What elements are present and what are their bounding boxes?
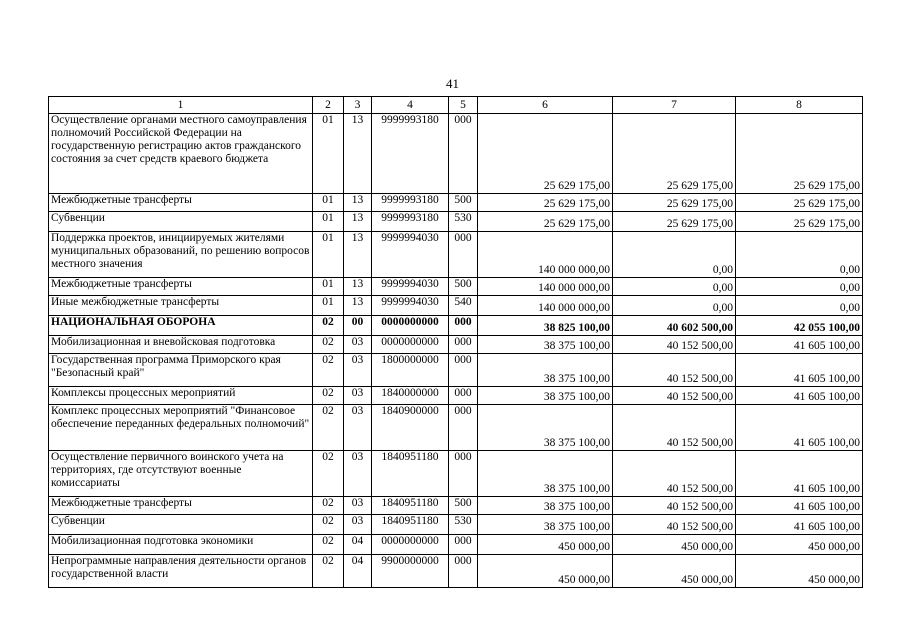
row-section: 02	[313, 354, 344, 387]
row-section: 02	[313, 555, 344, 588]
row-amount-7: 0,00	[613, 278, 736, 296]
row-expense-type: 000	[449, 555, 478, 588]
header-col-4: 4	[372, 97, 449, 114]
row-name: Государственная программа Приморского края "Безопасный край"	[49, 354, 313, 387]
row-subsection: 13	[344, 296, 372, 316]
row-amount-6: 140 000 000,00	[478, 278, 613, 296]
row-expense-type: 540	[449, 296, 478, 316]
row-section: 01	[313, 232, 344, 278]
budget-table	[48, 96, 863, 588]
row-name: Непрограммные направления деятельности органов государственной власти	[49, 555, 313, 588]
row-target-article: 1840000000	[372, 387, 449, 405]
row-amount-7: 40 152 500,00	[613, 336, 736, 354]
row-amount-6: 38 375 100,00	[478, 354, 613, 387]
row-amount-8: 42 055 100,00	[736, 316, 863, 336]
row-amount-7: 25 629 175,00	[613, 114, 736, 194]
row-target-article: 0000000000	[372, 316, 449, 336]
header-col-8: 8	[736, 97, 863, 114]
row-expense-type: 500	[449, 497, 478, 515]
row-subsection: 13	[344, 232, 372, 278]
row-amount-8: 41 605 100,00	[736, 405, 863, 451]
row-amount-8: 450 000,00	[736, 535, 863, 555]
row-expense-type: 500	[449, 194, 478, 212]
row-expense-type: 000	[449, 405, 478, 451]
row-name: Межбюджетные трансферты	[49, 497, 313, 515]
row-amount-6: 450 000,00	[478, 555, 613, 588]
row-amount-7: 40 602 500,00	[613, 316, 736, 336]
row-name: Осуществление органами местного самоуправления полномочий Российской Федерации на государственную регистрацию актов гражданского состояния за счет средств краевого бюджета	[49, 114, 313, 194]
table-row	[49, 354, 863, 387]
row-name: Комплексы процессных мероприятий	[49, 387, 313, 405]
row-name: НАЦИОНАЛЬНАЯ ОБОРОНА	[49, 316, 313, 336]
row-name: Субвенции	[49, 212, 313, 232]
row-amount-6: 38 375 100,00	[478, 405, 613, 451]
row-subsection: 03	[344, 405, 372, 451]
row-amount-7: 0,00	[613, 232, 736, 278]
row-section: 02	[313, 405, 344, 451]
row-subsection: 03	[344, 497, 372, 515]
row-amount-7: 450 000,00	[613, 535, 736, 555]
row-amount-7: 25 629 175,00	[613, 194, 736, 212]
row-amount-7: 40 152 500,00	[613, 497, 736, 515]
row-name: Субвенции	[49, 515, 313, 535]
row-target-article: 9999994030	[372, 278, 449, 296]
header-col-1: 1	[49, 97, 313, 114]
row-amount-8: 41 605 100,00	[736, 497, 863, 515]
row-section: 02	[313, 451, 344, 497]
row-expense-type: 000	[449, 387, 478, 405]
row-amount-7: 0,00	[613, 296, 736, 316]
row-amount-6: 140 000 000,00	[478, 232, 613, 278]
row-section: 01	[313, 194, 344, 212]
row-amount-6: 38 375 100,00	[478, 387, 613, 405]
header-row	[49, 97, 863, 114]
row-name: Комплекс процессных мероприятий "Финансовое обеспечение переданных федеральных полномочий"	[49, 405, 313, 451]
row-target-article: 1800000000	[372, 354, 449, 387]
row-name: Иные межбюджетные трансферты	[49, 296, 313, 316]
row-expense-type: 000	[449, 451, 478, 497]
row-target-article: 9999994030	[372, 296, 449, 316]
row-expense-type: 000	[449, 336, 478, 354]
row-section: 01	[313, 114, 344, 194]
row-amount-7: 450 000,00	[613, 555, 736, 588]
table-row	[49, 114, 863, 194]
row-amount-6: 38 375 100,00	[478, 497, 613, 515]
table-row	[49, 451, 863, 497]
row-subsection: 04	[344, 535, 372, 555]
row-section: 01	[313, 212, 344, 232]
row-name: Межбюджетные трансферты	[49, 278, 313, 296]
row-amount-8: 25 629 175,00	[736, 194, 863, 212]
row-subsection: 03	[344, 336, 372, 354]
row-subsection: 13	[344, 278, 372, 296]
table-row	[49, 515, 863, 535]
row-target-article: 0000000000	[372, 336, 449, 354]
row-amount-6: 25 629 175,00	[478, 194, 613, 212]
row-amount-6: 38 375 100,00	[478, 451, 613, 497]
table-row	[49, 535, 863, 555]
row-amount-6: 140 000 000,00	[478, 296, 613, 316]
row-amount-7: 40 152 500,00	[613, 387, 736, 405]
row-section: 02	[313, 336, 344, 354]
row-target-article: 9999994030	[372, 232, 449, 278]
row-amount-8: 41 605 100,00	[736, 515, 863, 535]
row-subsection: 03	[344, 354, 372, 387]
row-section: 02	[313, 515, 344, 535]
row-subsection: 03	[344, 515, 372, 535]
header-col-3: 3	[344, 97, 372, 114]
table-row	[49, 212, 863, 232]
row-name: Осуществление первичного воинского учета на территориях, где отсутствуют военные комиссариаты	[49, 451, 313, 497]
table-row-section-total	[49, 316, 863, 336]
row-amount-8: 41 605 100,00	[736, 387, 863, 405]
row-target-article: 9999993180	[372, 114, 449, 194]
row-amount-8: 25 629 175,00	[736, 212, 863, 232]
row-name: Мобилизационная подготовка экономики	[49, 535, 313, 555]
row-section: 01	[313, 296, 344, 316]
row-amount-8: 41 605 100,00	[736, 354, 863, 387]
table-row	[49, 296, 863, 316]
table-row	[49, 497, 863, 515]
row-section: 02	[313, 497, 344, 515]
table-row	[49, 555, 863, 588]
row-amount-6: 38 375 100,00	[478, 336, 613, 354]
header-col-2: 2	[313, 97, 344, 114]
row-section: 01	[313, 278, 344, 296]
row-subsection: 13	[344, 114, 372, 194]
row-section: 02	[313, 316, 344, 336]
header-col-7: 7	[613, 97, 736, 114]
table-row	[49, 405, 863, 451]
header-col-5: 5	[449, 97, 478, 114]
row-amount-6: 450 000,00	[478, 535, 613, 555]
table-row	[49, 387, 863, 405]
row-target-article: 9999993180	[372, 194, 449, 212]
row-name: Поддержка проектов, инициируемых жителями муниципальных образований, по решению вопросов местного значения	[49, 232, 313, 278]
row-expense-type: 000	[449, 232, 478, 278]
row-expense-type: 000	[449, 114, 478, 194]
row-amount-8: 25 629 175,00	[736, 114, 863, 194]
row-section: 02	[313, 535, 344, 555]
row-subsection: 00	[344, 316, 372, 336]
row-subsection: 13	[344, 194, 372, 212]
row-amount-6: 25 629 175,00	[478, 212, 613, 232]
row-subsection: 13	[344, 212, 372, 232]
row-amount-8: 41 605 100,00	[736, 336, 863, 354]
header-col-6: 6	[478, 97, 613, 114]
row-target-article: 9999993180	[372, 212, 449, 232]
table-row	[49, 194, 863, 212]
row-amount-8: 41 605 100,00	[736, 451, 863, 497]
row-expense-type: 000	[449, 316, 478, 336]
row-amount-7: 40 152 500,00	[613, 451, 736, 497]
row-subsection: 03	[344, 451, 372, 497]
row-target-article: 0000000000	[372, 535, 449, 555]
row-amount-7: 25 629 175,00	[613, 212, 736, 232]
table-row	[49, 232, 863, 278]
row-section: 02	[313, 387, 344, 405]
row-name: Межбюджетные трансферты	[49, 194, 313, 212]
row-amount-6: 25 629 175,00	[478, 114, 613, 194]
table-row	[49, 278, 863, 296]
row-expense-type: 000	[449, 354, 478, 387]
row-amount-7: 40 152 500,00	[613, 405, 736, 451]
row-subsection: 03	[344, 387, 372, 405]
row-expense-type: 500	[449, 278, 478, 296]
row-amount-7: 40 152 500,00	[613, 515, 736, 535]
row-target-article: 9900000000	[372, 555, 449, 588]
row-amount-6: 38 825 100,00	[478, 316, 613, 336]
row-amount-8: 450 000,00	[736, 555, 863, 588]
row-amount-6: 38 375 100,00	[478, 515, 613, 535]
row-target-article: 1840951180	[372, 451, 449, 497]
row-name: Мобилизационная и вневойсковая подготовка	[49, 336, 313, 354]
row-target-article: 1840951180	[372, 515, 449, 535]
row-amount-7: 40 152 500,00	[613, 354, 736, 387]
row-expense-type: 530	[449, 212, 478, 232]
row-expense-type: 530	[449, 515, 478, 535]
page-number: 41	[446, 76, 459, 91]
row-subsection: 04	[344, 555, 372, 588]
row-amount-8: 0,00	[736, 278, 863, 296]
row-amount-8: 0,00	[736, 296, 863, 316]
row-expense-type: 000	[449, 535, 478, 555]
row-target-article: 1840951180	[372, 497, 449, 515]
row-target-article: 1840900000	[372, 405, 449, 451]
table-row	[49, 336, 863, 354]
row-amount-8: 0,00	[736, 232, 863, 278]
